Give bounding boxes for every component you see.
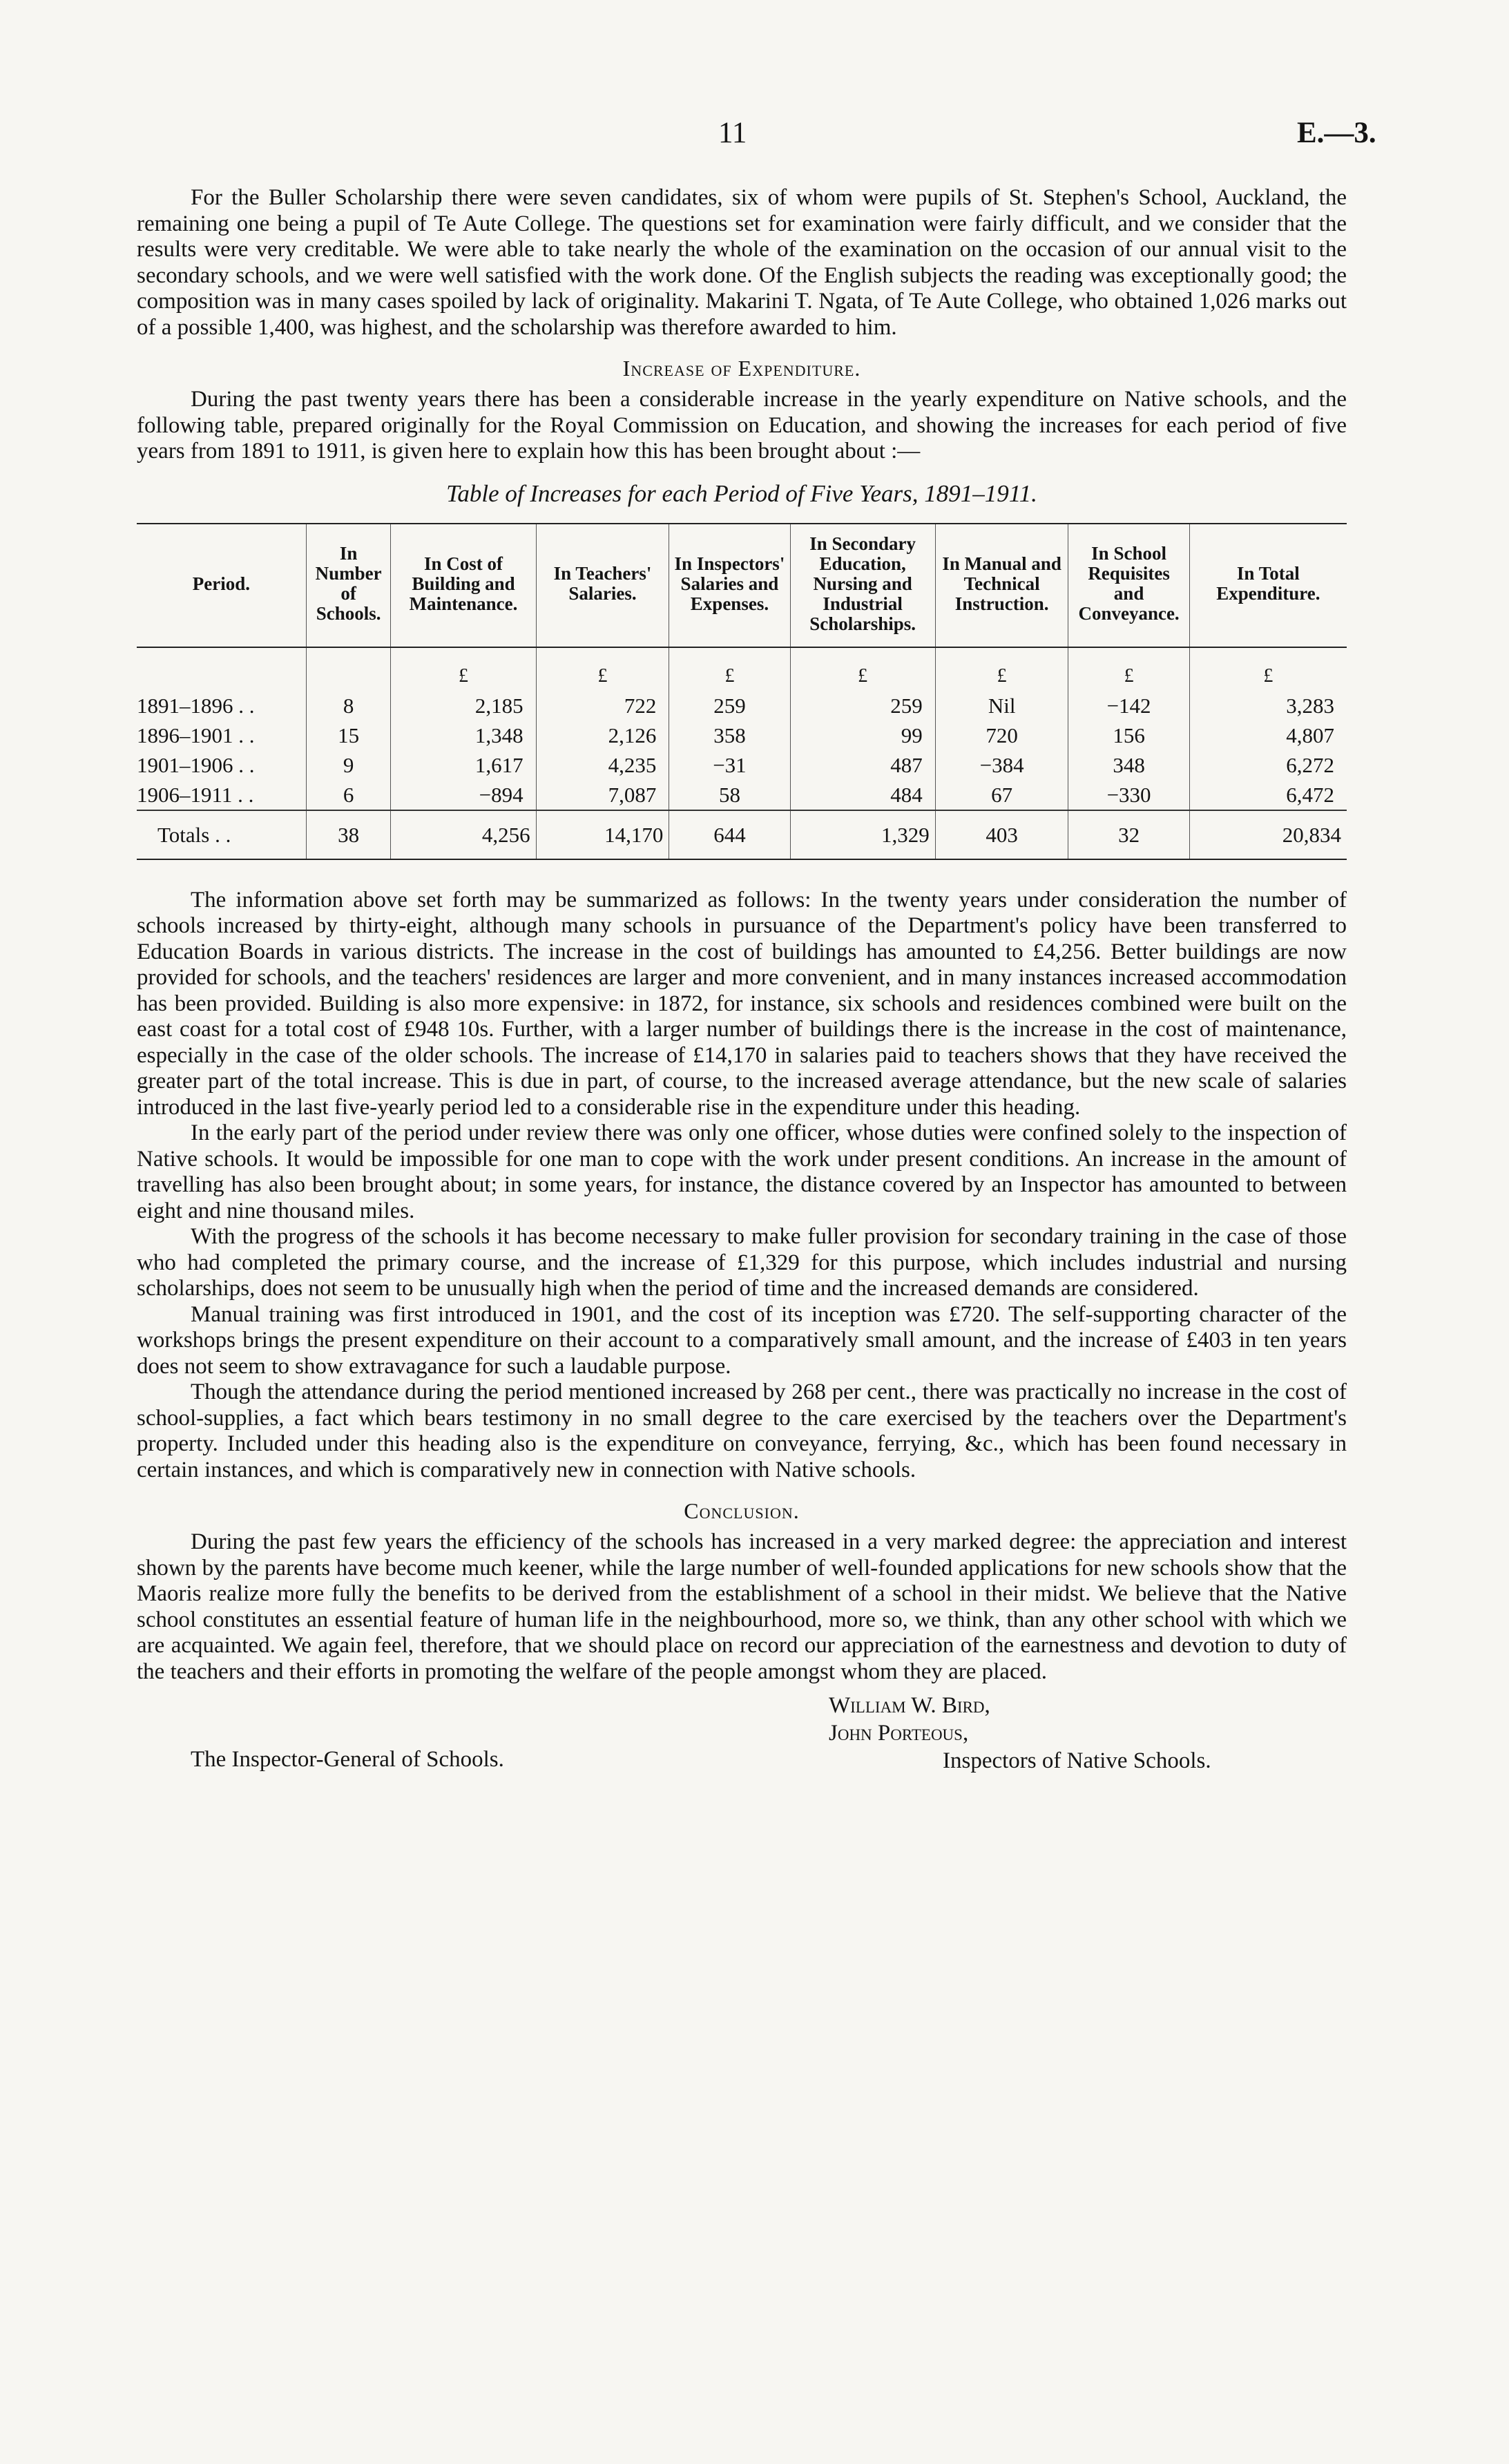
period-cell: 1896–1901 . . xyxy=(137,723,255,747)
paragraph-increase-intro: During the past twenty years there has been a considerable increase in the yearly expenditure on Native schools, and the following table, prepared originally for the Royal Commission on Education, and showing the increases for each period of five years from 1891 to 1911, is given here to explain how this has been brought about :— xyxy=(137,387,1347,464)
unit-cell: £ xyxy=(790,647,935,691)
table-cell: 487 xyxy=(790,750,935,780)
unit-cell: £ xyxy=(1189,647,1347,691)
unit-cell xyxy=(306,647,391,691)
table-row xyxy=(137,750,1347,780)
table-cell: 9 xyxy=(306,750,391,780)
totals-label: Totals . . xyxy=(137,810,306,859)
unit-cell: £ xyxy=(669,647,790,691)
table-cell: −384 xyxy=(935,750,1068,780)
column-header: In Teachers' Salaries. xyxy=(536,524,669,647)
units-row xyxy=(137,647,1347,691)
heading-increase-of-expenditure: Increase of Expenditure. xyxy=(622,356,861,381)
column-header: In Number of Schools. xyxy=(306,524,391,647)
signature-block xyxy=(137,1692,1347,1795)
page-number: 11 xyxy=(718,117,747,149)
totals-row xyxy=(137,810,1347,859)
column-header: In Total Expenditure. xyxy=(1189,524,1347,647)
paragraph-secondary: With the progress of the schools it has become necessary to make fuller provision for secondary training in the case of those who had completed the primary course, and the increase of £1,329 for this purpose, which includes industrial and nursing scholarships, does not seem to be unusually high when the period of time and the increased demands are considered. xyxy=(137,1224,1347,1301)
table-cell: 259 xyxy=(669,691,790,720)
body-text xyxy=(137,185,1347,1795)
table-cell: −330 xyxy=(1068,780,1189,810)
total-cell: 20,834 xyxy=(1189,810,1347,859)
unit-cell xyxy=(137,647,306,691)
table-row xyxy=(137,720,1347,750)
table-cell: 4,235 xyxy=(536,750,669,780)
table-cell: Nil xyxy=(935,691,1068,720)
table-cell: 15 xyxy=(306,720,391,750)
table-cell: 358 xyxy=(669,720,790,750)
table-cell: 4,807 xyxy=(1189,720,1347,750)
table-row xyxy=(137,780,1347,810)
table-caption: Table of Increases for each Period of Five Years, 1891–1911. xyxy=(446,479,1037,507)
table-cell: 3,283 xyxy=(1189,691,1347,720)
total-cell: 32 xyxy=(1068,810,1189,859)
column-header: In Manual and Technical Instruction. xyxy=(935,524,1068,647)
total-cell: 644 xyxy=(669,810,790,859)
total-cell: 403 xyxy=(935,810,1068,859)
table-cell: 6,472 xyxy=(1189,780,1347,810)
unit-cell: £ xyxy=(935,647,1068,691)
page-header xyxy=(0,116,1509,151)
paragraph-manual-training: Manual training was first introduced in 1901, and the cost of its inception was £720. The self-supporting character of the workshops brings the present expenditure on their account to a comparatively small amount, and the increase of £403 in ten years does not seem to show extravagance for such a laudable purpose. xyxy=(137,1301,1347,1379)
table-cell: 7,087 xyxy=(536,780,669,810)
table-cell: 67 xyxy=(935,780,1068,810)
table-header-row xyxy=(137,524,1347,647)
unit-cell: £ xyxy=(1068,647,1189,691)
total-cell: 38 xyxy=(306,810,391,859)
paragraph-attendance: Though the attendance during the period mentioned increased by 268 per cent., there was practically no increase in the cost of school-supplies, a fact which bears testimony in no small degree to the care exercised by the teachers over the Department's property. Included under this heading also is the expenditure on conveyance, ferrying, &c., which has been found necessary in certain instances, and which is comparatively new in connection with Native schools. xyxy=(137,1379,1347,1482)
signatory-title: Inspectors of Native Schools. xyxy=(943,1748,1211,1773)
signatory-name: William W. Bird, xyxy=(829,1693,990,1718)
table-cell: 1,348 xyxy=(391,720,536,750)
table-cell: 6,272 xyxy=(1189,750,1347,780)
signatories xyxy=(829,1692,1211,1775)
column-header: In Cost of Building and Maintenance. xyxy=(391,524,536,647)
table-cell: 2,185 xyxy=(391,691,536,720)
period-cell: 1891–1896 . . xyxy=(137,693,255,718)
table-cell: 1,617 xyxy=(391,750,536,780)
table-cell: 2,126 xyxy=(536,720,669,750)
table-cell: 99 xyxy=(790,720,935,750)
total-cell: 1,329 xyxy=(790,810,935,859)
table-cell: −142 xyxy=(1068,691,1189,720)
table-cell: 348 xyxy=(1068,750,1189,780)
period-cell: 1906–1911 . . xyxy=(137,782,254,807)
table-cell: 8 xyxy=(306,691,391,720)
table-cell: 58 xyxy=(669,780,790,810)
heading-conclusion: Conclusion. xyxy=(684,1498,800,1523)
increases-table xyxy=(137,523,1347,860)
column-header: Period. xyxy=(137,524,306,647)
paragraph-summary: The information above set forth may be summarized as follows: In the twenty years under consideration the number of schools increased by thirty-eight, although many schools in pursuance of the Department's policy have been transferred to Education Boards in various districts. The increase in the cost of buildings has amounted to £4,256. Better buildings are now provided for schools, and the teachers' residences are larger and more convenient, and in many instances increased accommodation has been provided. Building is also more expensive: in 1872, for instance, six schools and residences combined were built on the east coast for a total cost of £948 10s. Further, with a larger number of buildings there is the increase in the cost of maintenance, especially in the case of the older schools. The increase of £14,170 in salaries paid to teachers shows that they have received the greater part of the total increase. This is due in part, of course, to the increased average attendance, but the new scale of salaries introduced in the last five-yearly period led to a considerable rise in the expenditure under this heading. xyxy=(137,887,1347,1120)
signatory-name: John Porteous, xyxy=(829,1721,969,1746)
column-header: In Inspectors' Salaries and Expenses. xyxy=(669,524,790,647)
unit-cell: £ xyxy=(536,647,669,691)
paragraph-conclusion: During the past few years the efficiency of the schools has increased in a very marked degree: the appreciation and interest shown by the parents have become much keener, while the large number of well-founded applications for new schools show that the Maoris realize more fully the benefits to be derived from the establishment of a school in their midst. We believe that the Native school constitutes an essential feature of human life in the neighbourhood, more so, we think, than any other school with which we are acquainted. We again feel, therefore, that we should place on record our appreciation of the earnestness and devotion to duty of the teachers and their efforts in promoting the welfare of the people amongst whom they are placed. xyxy=(137,1529,1347,1684)
table-cell: 720 xyxy=(935,720,1068,750)
table-cell: 259 xyxy=(790,691,935,720)
column-header: In Secondary Education, Nursing and Industrial Scholarships. xyxy=(790,524,935,647)
table-cell: 156 xyxy=(1068,720,1189,750)
period-cell: 1901–1906 . . xyxy=(137,752,255,777)
addressee: The Inspector-General of Schools. xyxy=(191,1747,504,1772)
table-cell: 722 xyxy=(536,691,669,720)
table-cell: 6 xyxy=(306,780,391,810)
table-row xyxy=(137,691,1347,720)
table-cell: 484 xyxy=(790,780,935,810)
total-cell: 14,170 xyxy=(536,810,669,859)
total-cell: 4,256 xyxy=(391,810,536,859)
table-cell: −31 xyxy=(669,750,790,780)
column-header: In School Requisites and Conveyance. xyxy=(1068,524,1189,647)
table-cell: −894 xyxy=(391,780,536,810)
paragraph-buller-scholarship: For the Buller Scholarship there were seven candidates, six of whom were pupils of St. Stephen's School, Auckland, the remaining one being a pupil of Te Aute College. The questions set for examination were fairly difficult, and we consider that the results were very creditable. We were able to take nearly the whole of the examination on the occasion of our annual visit to the secondary schools, and we were well satisfied with the work done. Of the English subjects the reading was exceptionally good; the composition was in many cases spoiled by lack of originality. Makarini T. Ngata, of Te Aute College, who obtained 1,026 marks out of a possible 1,400, was highest, and the scholarship was therefore awarded to him. xyxy=(137,185,1347,340)
unit-cell: £ xyxy=(391,647,536,691)
document-reference: E.—3. xyxy=(1297,117,1376,149)
paragraph-officer: In the early part of the period under review there was only one officer, whose duties were confined solely to the inspection of Native schools. It would be impossible for one man to cope with the work under present conditions. An increase in the amount of travelling has also been brought about; in some years, for instance, the distance covered by an Inspector has amounted to between eight and nine thousand miles. xyxy=(137,1120,1347,1223)
